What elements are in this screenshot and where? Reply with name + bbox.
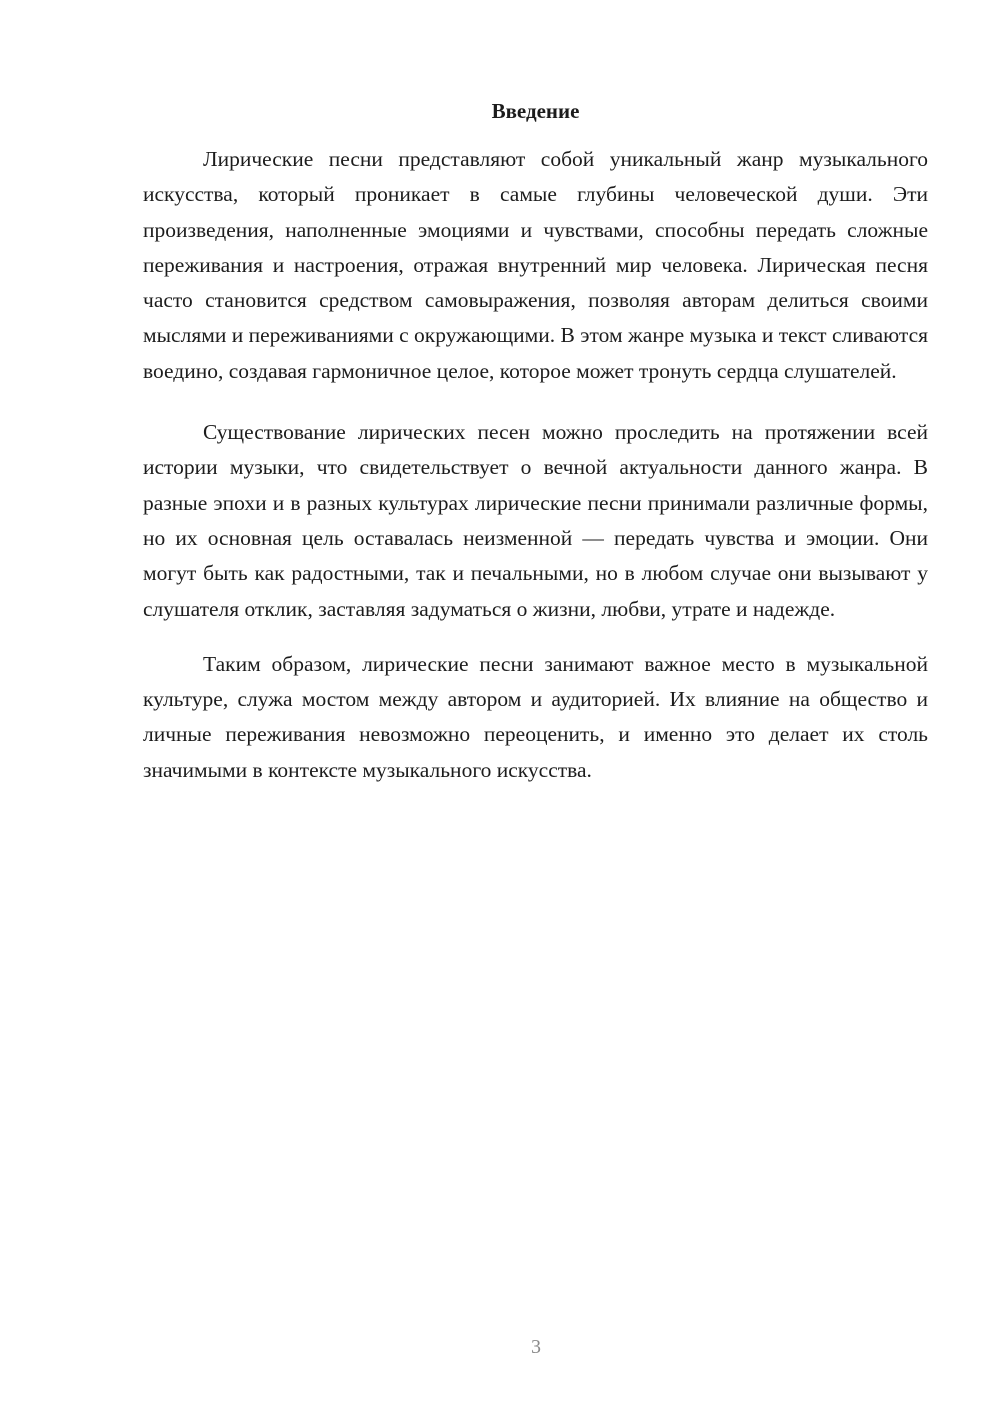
page-number: 3 — [531, 1336, 541, 1358]
section-heading: Введение — [491, 99, 580, 123]
paragraph-3: Таким образом, лирические песни занимают важное место в музыкальной культуре, служа мостом между автором и аудиторией. Их влияние на общество и личные переживания невозможно переоценить, и именно это делает их столь значимыми в контексте музыкального искусства. — [143, 651, 928, 782]
page-content — [143, 96, 928, 788]
paragraph-1: Лирические песни представляют собой уникальный жанр музыкального искусства, который проникает в самые глубины человеческой души. Эти произведения, наполненные эмоциями и чувствами, способны передать сложные переживания и настроения, отражая внутренний мир человека. Лирическая песня часто становится средством самовыражения, позволяя авторам делиться своими мыслями и переживаниями с окружающими. В этом жанре музыка и текст сливаются воедино, создавая гармоничное целое, которое может тронуть сердца слушателей. — [143, 147, 928, 383]
paragraph-2: Существование лирических песен можно проследить на протяжении всей истории музыки, что свидетельствует о вечной актуальности данного жанра. В разные эпохи и в разных культурах лирические песни принимали различные формы, но их основная цель оставалась неизменной — передать чувства и эмоции. Они могут быть как радостными, так и печальными, но в любом случае они вызывают у слушателя отклик, заставляя задуматься о жизни, любви, утрате и надежде. — [143, 420, 928, 621]
